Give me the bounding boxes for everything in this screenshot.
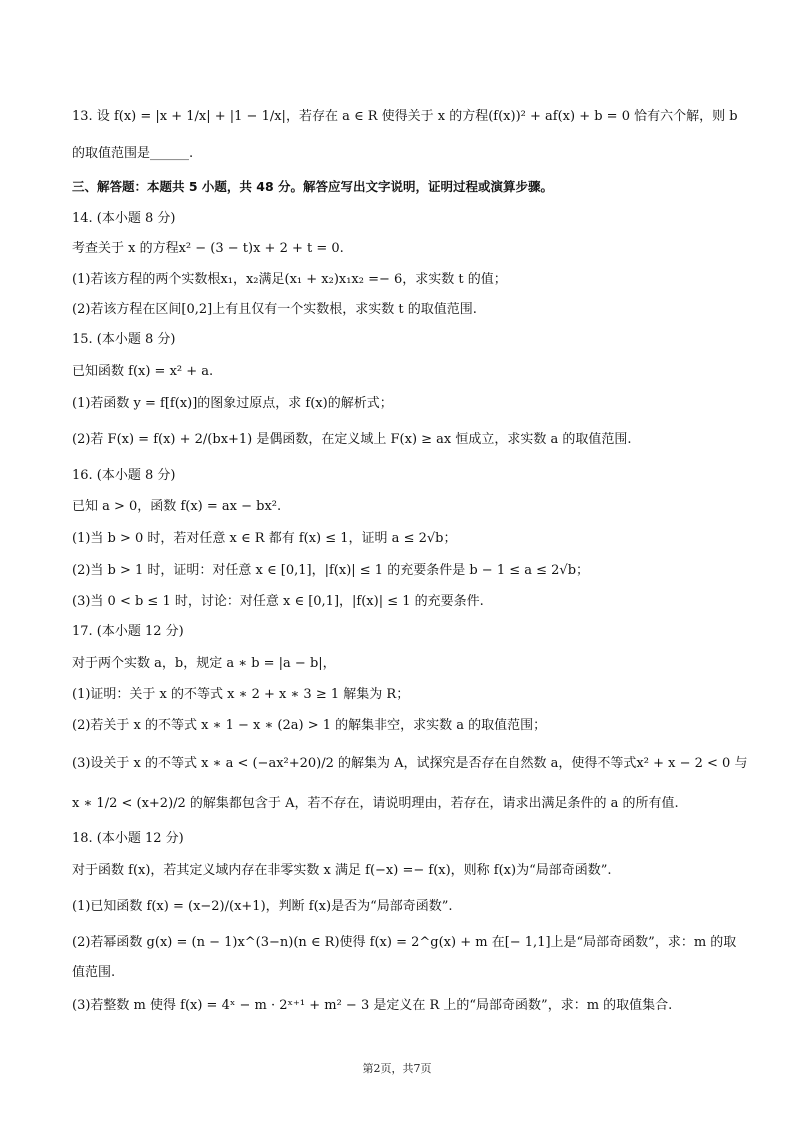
- problem-18-stem: 对于函数 f(x)，若其定义域内存在非零实数 x 满足 f(−x) =− f(x)，则称 f(x)为“局部奇函数”.: [72, 863, 612, 878]
- problem-16-part-2: (2)当 b > 1 时，证明：对任意 x ∈ [0,1]，|f(x)| ≤ 1 的充要条件是 b − 1 ≤ a ≤ 2√b；: [72, 563, 590, 578]
- problem-17-stem: 对于两个实数 a，b，规定 a ∗ b = |a − b|，: [72, 656, 336, 671]
- problem-14-part-2: (2)若该方程在区间[0,2]上有且仅有一个实数根，求实数 t 的取值范围.: [72, 302, 477, 317]
- problem-18-part-2-line-2: 值范围.: [72, 965, 116, 980]
- problem-16-stem: 已知 a > 0，函数 f(x) = ax − bx².: [72, 499, 282, 514]
- problem-15-header: 15. (本小题 8 分): [72, 332, 176, 347]
- problem-18-part-1: (1)已知函数 f(x) = (x−2)/(x+1)，判断 f(x)是否为“局部奇函数”.: [72, 899, 453, 914]
- problem-13-line-1: 13. 设 f(x) = |x + 1/x| + |1 − 1/x|，若存在 a ∈ R 使得关于 x 的方程(f(x))² + af(x) + b = 0 恰有六个解，则 b: [72, 109, 738, 124]
- problem-16-part-1: (1)当 b > 0 时，若对任意 x ∈ R 都有 f(x) ≤ 1，证明 a ≤ 2√b；: [72, 531, 457, 546]
- problem-14-stem: 考查关于 x 的方程x² − (3 − t)x + 2 + t = 0.: [72, 241, 344, 256]
- problem-17-part-2: (2)若关于 x 的不等式 x ∗ 1 − x ∗ (2a) > 1 的解集非空，求实数 a 的取值范围；: [72, 718, 547, 733]
- problem-13-line-2: 的取值范围是______.: [72, 146, 194, 161]
- problem-17-header: 17. (本小题 12 分): [72, 624, 184, 639]
- page-number-footer: 第2页，共7页: [362, 1062, 432, 1075]
- problem-18-part-3: (3)若整数 m 使得 f(x) = 4ˣ − m · 2ˣ⁺¹ + m² − 3 是定义在 R 上的“局部奇函数”，求：m 的取值集合.: [72, 998, 673, 1013]
- problem-18-part-2-line-1: (2)若幂函数 g(x) = (n − 1)x^(3−n)(n ∈ R)使得 f(x) = 2^g(x) + m 在[− 1,1]上是“局部奇函数”，求：m 的取: [72, 935, 737, 950]
- problem-17-part-1: (1)证明：关于 x 的不等式 x ∗ 2 + x ∗ 3 ≥ 1 解集为 R；: [72, 687, 410, 702]
- problem-17-part-3-line-1: (3)设关于 x 的不等式 x ∗ a < (−ax²+20)/2 的解集为 A，试探究是否存在自然数 a，使得不等式x² + x − 2 < 0 与: [72, 756, 748, 771]
- problem-17-part-3-line-2: x ∗ 1/2 < (x+2)/2 的解集都包含于 A，若不存在，请说明理由，若存在，请求出满足条件的 a 的所有值.: [72, 796, 679, 811]
- problem-14-part-1: (1)若该方程的两个实数根x₁，x₂满足(x₁ + x₂)x₁x₂ =− 6，求实数 t 的值；: [72, 272, 507, 287]
- problem-16-part-3: (3)当 0 < b ≤ 1 时，讨论：对任意 x ∈ [0,1]，|f(x)| ≤ 1 的充要条件.: [72, 594, 484, 609]
- problem-14-header: 14. (本小题 8 分): [72, 211, 176, 226]
- problem-15-stem: 已知函数 f(x) = x² + a.: [72, 364, 214, 379]
- problem-16-header: 16. (本小题 8 分): [72, 468, 176, 483]
- section-heading: 三、解答题：本题共 5 小题，共 48 分。解答应写出文字说明，证明过程或演算步骤。: [72, 179, 554, 194]
- problem-18-header: 18. (本小题 12 分): [72, 831, 184, 846]
- problem-15-part-2: (2)若 F(x) = f(x) + 2/(bx+1) 是偶函数，在定义域上 F(x) ≥ ax 恒成立，求实数 a 的取值范围.: [72, 432, 632, 447]
- problem-15-part-1: (1)若函数 y = f[f(x)]的图象过原点，求 f(x)的解析式；: [72, 396, 393, 411]
